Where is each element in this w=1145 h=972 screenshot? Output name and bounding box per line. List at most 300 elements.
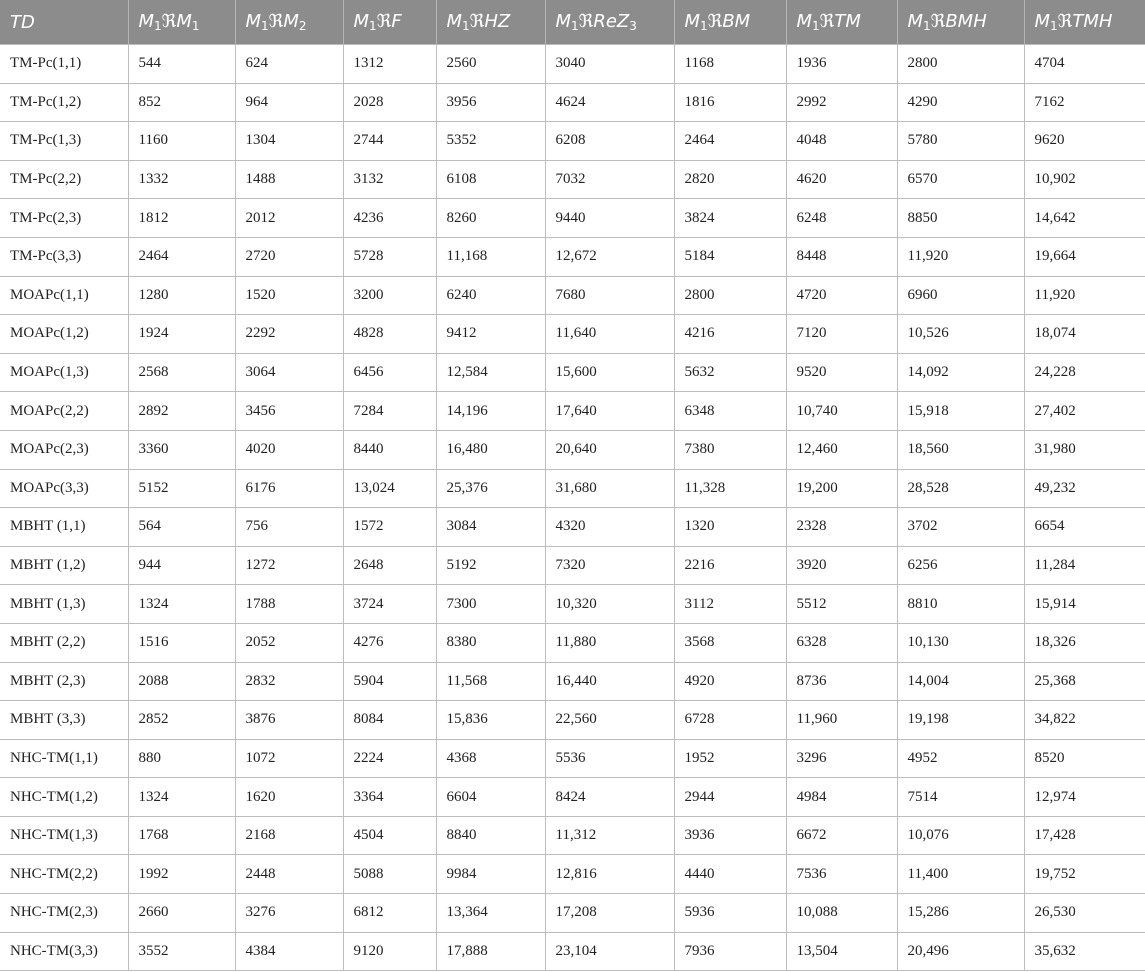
value-cell: 2892 [128, 392, 235, 431]
value-cell: 544 [128, 45, 235, 84]
header-part-sub2: 1 [191, 19, 200, 33]
value-cell: 1072 [235, 739, 343, 778]
value-cell: 6456 [343, 353, 436, 392]
value-cell: 4440 [674, 855, 786, 894]
header-col-1 [128, 0, 235, 45]
value-cell: 2028 [343, 83, 436, 122]
value-cell: 5904 [343, 662, 436, 701]
table-row [0, 508, 1145, 547]
value-cell: 19,200 [786, 469, 897, 508]
header-part-post: ℜF [376, 11, 402, 32]
row-label-cell: MBHT (3,3) [0, 701, 128, 740]
row-label-cell: TM-Pc(2,2) [0, 160, 128, 199]
header-part-sub: 1 [462, 19, 470, 33]
table-row [0, 199, 1145, 238]
value-cell: 14,642 [1024, 199, 1145, 238]
value-cell: 5184 [674, 237, 786, 276]
value-cell: 2216 [674, 546, 786, 585]
value-cell: 3956 [436, 83, 545, 122]
value-cell: 11,568 [436, 662, 545, 701]
value-cell: 8424 [545, 778, 674, 817]
value-cell: 3132 [343, 160, 436, 199]
value-cell: 11,328 [674, 469, 786, 508]
value-cell: 4320 [545, 508, 674, 547]
header-part-sub2: 3 [629, 19, 637, 33]
table-row [0, 122, 1145, 161]
value-cell: 27,402 [1024, 392, 1145, 431]
table-row [0, 45, 1145, 84]
value-cell: 11,168 [436, 237, 545, 276]
header-col-6 [674, 0, 786, 45]
row-label-cell: TM-Pc(1,3) [0, 122, 128, 161]
value-cell: 2832 [235, 662, 343, 701]
value-cell: 5780 [897, 122, 1024, 161]
value-cell: 2820 [674, 160, 786, 199]
value-cell: 8440 [343, 430, 436, 469]
value-cell: 7514 [897, 778, 1024, 817]
value-cell: 2648 [343, 546, 436, 585]
value-cell: 13,504 [786, 932, 897, 971]
value-cell: 2328 [786, 508, 897, 547]
row-label-cell: MOAPc(1,1) [0, 276, 128, 315]
value-cell: 11,960 [786, 701, 897, 740]
value-cell: 10,320 [545, 585, 674, 624]
header-part-sub2: 2 [298, 19, 307, 33]
value-cell: 12,460 [786, 430, 897, 469]
value-cell: 1332 [128, 160, 235, 199]
value-cell: 20,496 [897, 932, 1024, 971]
header-part-sub: 1 [571, 19, 579, 33]
value-cell: 2852 [128, 701, 235, 740]
value-cell: 8084 [343, 701, 436, 740]
value-cell: 1816 [674, 83, 786, 122]
value-cell: 7300 [436, 585, 545, 624]
row-label-cell: NHC-TM(1,2) [0, 778, 128, 817]
value-cell: 7320 [545, 546, 674, 585]
table-row [0, 430, 1145, 469]
value-cell: 6208 [545, 122, 674, 161]
value-cell: 10,526 [897, 315, 1024, 354]
value-cell: 49,232 [1024, 469, 1145, 508]
value-cell: 1992 [128, 855, 235, 894]
header-part-pre: M [353, 11, 370, 32]
header-part-pre: M [245, 11, 262, 32]
header-col-4 [436, 0, 545, 45]
value-cell: 7120 [786, 315, 897, 354]
value-cell: 9984 [436, 855, 545, 894]
row-label-cell: TM-Pc(3,3) [0, 237, 128, 276]
row-label-cell: TM-Pc(1,2) [0, 83, 128, 122]
value-cell: 2800 [897, 45, 1024, 84]
value-cell: 8840 [436, 816, 545, 855]
value-cell: 16,440 [545, 662, 674, 701]
table-row [0, 855, 1145, 894]
value-cell: 3876 [235, 701, 343, 740]
value-cell: 6256 [897, 546, 1024, 585]
value-cell: 35,632 [1024, 932, 1145, 971]
value-cell: 2568 [128, 353, 235, 392]
value-cell: 15,918 [897, 392, 1024, 431]
value-cell: 2464 [128, 237, 235, 276]
header-part-post: ℜM [161, 11, 192, 32]
value-cell: 2744 [343, 122, 436, 161]
row-label-cell: MBHT (2,2) [0, 623, 128, 662]
value-cell: 3552 [128, 932, 235, 971]
value-cell: 4704 [1024, 45, 1145, 84]
header-col-7 [786, 0, 897, 45]
header-col-5 [545, 0, 674, 45]
value-cell: 12,816 [545, 855, 674, 894]
value-cell: 9120 [343, 932, 436, 971]
value-cell: 4720 [786, 276, 897, 315]
value-cell: 24,228 [1024, 353, 1145, 392]
header-part-post: ℜTM [819, 11, 861, 32]
value-cell: 4920 [674, 662, 786, 701]
value-cell: 9440 [545, 199, 674, 238]
value-cell: 2052 [235, 623, 343, 662]
table-row [0, 662, 1145, 701]
value-cell: 15,914 [1024, 585, 1145, 624]
value-cell: 17,640 [545, 392, 674, 431]
value-cell: 3936 [674, 816, 786, 855]
row-label-cell: NHC-TM(2,3) [0, 894, 128, 933]
value-cell: 31,980 [1024, 430, 1145, 469]
value-cell: 6654 [1024, 508, 1145, 547]
value-cell: 15,286 [897, 894, 1024, 933]
value-cell: 11,312 [545, 816, 674, 855]
value-cell: 8850 [897, 199, 1024, 238]
value-cell: 1312 [343, 45, 436, 84]
value-cell: 4620 [786, 160, 897, 199]
value-cell: 564 [128, 508, 235, 547]
value-cell: 3296 [786, 739, 897, 778]
value-cell: 12,974 [1024, 778, 1145, 817]
value-cell: 6672 [786, 816, 897, 855]
value-cell: 5936 [674, 894, 786, 933]
row-label-cell: NHC-TM(1,3) [0, 816, 128, 855]
header-part-pre: M [684, 11, 701, 32]
value-cell: 11,640 [545, 315, 674, 354]
value-cell: 2088 [128, 662, 235, 701]
value-cell: 8260 [436, 199, 545, 238]
value-cell: 5536 [545, 739, 674, 778]
value-cell: 4020 [235, 430, 343, 469]
value-cell: 4048 [786, 122, 897, 161]
value-cell: 6328 [786, 623, 897, 662]
value-cell: 28,528 [897, 469, 1024, 508]
value-cell: 4952 [897, 739, 1024, 778]
value-cell: 11,400 [897, 855, 1024, 894]
value-cell: 11,880 [545, 623, 674, 662]
value-cell: 2168 [235, 816, 343, 855]
table-row [0, 894, 1145, 933]
value-cell: 16,480 [436, 430, 545, 469]
value-cell: 7284 [343, 392, 436, 431]
value-cell: 4828 [343, 315, 436, 354]
value-cell: 2292 [235, 315, 343, 354]
value-cell: 25,368 [1024, 662, 1145, 701]
value-cell: 5192 [436, 546, 545, 585]
value-cell: 1516 [128, 623, 235, 662]
value-cell: 1168 [674, 45, 786, 84]
value-cell: 10,130 [897, 623, 1024, 662]
value-cell: 1572 [343, 508, 436, 547]
header-part-sub: 1 [923, 19, 931, 33]
value-cell: 7936 [674, 932, 786, 971]
value-cell: 8736 [786, 662, 897, 701]
value-cell: 31,680 [545, 469, 674, 508]
header-part-sub: 1 [261, 19, 269, 33]
value-cell: 19,752 [1024, 855, 1145, 894]
value-cell: 15,836 [436, 701, 545, 740]
value-cell: 1160 [128, 122, 235, 161]
value-cell: 3276 [235, 894, 343, 933]
value-cell: 3064 [235, 353, 343, 392]
value-cell: 12,672 [545, 237, 674, 276]
value-cell: 3568 [674, 623, 786, 662]
header-part-sub: 1 [812, 19, 820, 33]
value-cell: 13,364 [436, 894, 545, 933]
value-cell: 4236 [343, 199, 436, 238]
value-cell: 1324 [128, 585, 235, 624]
value-cell: 6604 [436, 778, 545, 817]
value-cell: 2800 [674, 276, 786, 315]
value-cell: 3040 [545, 45, 674, 84]
header-col-9 [1024, 0, 1145, 45]
value-cell: 7032 [545, 160, 674, 199]
value-cell: 3200 [343, 276, 436, 315]
value-cell: 2012 [235, 199, 343, 238]
row-label-cell: NHC-TM(2,2) [0, 855, 128, 894]
table-row [0, 739, 1145, 778]
value-cell: 1788 [235, 585, 343, 624]
table-row [0, 83, 1145, 122]
value-cell: 6176 [235, 469, 343, 508]
value-cell: 3920 [786, 546, 897, 585]
header-part-pre: TD [10, 11, 35, 33]
value-cell: 944 [128, 546, 235, 585]
header-part-post: ℜTMH [1057, 11, 1113, 32]
value-cell: 4216 [674, 315, 786, 354]
value-cell: 26,530 [1024, 894, 1145, 933]
value-cell: 11,284 [1024, 546, 1145, 585]
header-part-pre: M [1034, 11, 1051, 32]
value-cell: 2992 [786, 83, 897, 122]
value-cell: 1952 [674, 739, 786, 778]
value-cell: 11,920 [1024, 276, 1145, 315]
value-cell: 11,920 [897, 237, 1024, 276]
value-cell: 8810 [897, 585, 1024, 624]
table-row [0, 623, 1145, 662]
value-cell: 13,024 [343, 469, 436, 508]
row-label-cell: MBHT (1,1) [0, 508, 128, 547]
value-cell: 3084 [436, 508, 545, 547]
value-cell: 8520 [1024, 739, 1145, 778]
header-part-post: ℜHZ [469, 11, 511, 32]
table-row [0, 932, 1145, 971]
value-cell: 10,740 [786, 392, 897, 431]
value-cell: 964 [235, 83, 343, 122]
value-cell: 12,584 [436, 353, 545, 392]
header-part-sub: 1 [154, 19, 162, 33]
value-cell: 23,104 [545, 932, 674, 971]
value-cell: 3702 [897, 508, 1024, 547]
value-cell: 18,074 [1024, 315, 1145, 354]
table-row [0, 392, 1145, 431]
header-col-2 [235, 0, 343, 45]
value-cell: 4368 [436, 739, 545, 778]
value-cell: 4984 [786, 778, 897, 817]
value-cell: 3364 [343, 778, 436, 817]
value-cell: 6248 [786, 199, 897, 238]
table-body [0, 45, 1145, 971]
value-cell: 20,640 [545, 430, 674, 469]
value-cell: 34,822 [1024, 701, 1145, 740]
table-row [0, 778, 1145, 817]
value-cell: 5088 [343, 855, 436, 894]
value-cell: 5352 [436, 122, 545, 161]
value-cell: 18,326 [1024, 623, 1145, 662]
value-cell: 1320 [674, 508, 786, 547]
header-part-pre: M [796, 11, 813, 32]
value-cell: 2224 [343, 739, 436, 778]
value-cell: 624 [235, 45, 343, 84]
value-cell: 17,888 [436, 932, 545, 971]
header-part-sub: 1 [700, 19, 708, 33]
header-part-pre: M [907, 11, 924, 32]
value-cell: 2944 [674, 778, 786, 817]
value-cell: 5512 [786, 585, 897, 624]
value-cell: 7162 [1024, 83, 1145, 122]
value-cell: 17,428 [1024, 816, 1145, 855]
value-cell: 6960 [897, 276, 1024, 315]
value-cell: 15,600 [545, 353, 674, 392]
value-cell: 1304 [235, 122, 343, 161]
value-cell: 18,560 [897, 430, 1024, 469]
value-cell: 4504 [343, 816, 436, 855]
value-cell: 4624 [545, 83, 674, 122]
value-cell: 5728 [343, 237, 436, 276]
value-cell: 9520 [786, 353, 897, 392]
row-label-cell: MBHT (1,2) [0, 546, 128, 585]
value-cell: 8380 [436, 623, 545, 662]
value-cell: 5152 [128, 469, 235, 508]
row-label-cell: MOAPc(2,2) [0, 392, 128, 431]
table-row [0, 315, 1145, 354]
value-cell: 14,196 [436, 392, 545, 431]
value-cell: 19,664 [1024, 237, 1145, 276]
table-header [0, 0, 1145, 45]
row-label-cell: MOAPc(2,3) [0, 430, 128, 469]
row-label-cell: MOAPc(1,3) [0, 353, 128, 392]
value-cell: 756 [235, 508, 343, 547]
value-cell: 1924 [128, 315, 235, 354]
header-part-sub: 1 [1050, 19, 1058, 33]
value-cell: 6348 [674, 392, 786, 431]
row-label-cell: MBHT (2,3) [0, 662, 128, 701]
value-cell: 4290 [897, 83, 1024, 122]
header-part-post: ℜBMH [930, 11, 987, 32]
header-part-pre: M [555, 11, 572, 32]
header-part-pre: M [138, 11, 155, 32]
value-cell: 3360 [128, 430, 235, 469]
value-cell: 7536 [786, 855, 897, 894]
value-cell: 19,198 [897, 701, 1024, 740]
value-cell: 2464 [674, 122, 786, 161]
table-row [0, 585, 1145, 624]
table-row [0, 701, 1145, 740]
value-cell: 7680 [545, 276, 674, 315]
value-cell: 3112 [674, 585, 786, 624]
table-row [0, 276, 1145, 315]
value-cell: 3724 [343, 585, 436, 624]
value-cell: 9620 [1024, 122, 1145, 161]
value-cell: 2660 [128, 894, 235, 933]
value-cell: 1936 [786, 45, 897, 84]
value-cell: 6108 [436, 160, 545, 199]
value-cell: 9412 [436, 315, 545, 354]
row-label-cell: TM-Pc(2,3) [0, 199, 128, 238]
value-cell: 14,092 [897, 353, 1024, 392]
value-cell: 1520 [235, 276, 343, 315]
value-cell: 2720 [235, 237, 343, 276]
row-label-cell: MOAPc(1,2) [0, 315, 128, 354]
value-cell: 10,076 [897, 816, 1024, 855]
value-cell: 880 [128, 739, 235, 778]
table-row [0, 237, 1145, 276]
value-cell: 1272 [235, 546, 343, 585]
value-cell: 4276 [343, 623, 436, 662]
table-row [0, 546, 1145, 585]
value-cell: 1280 [128, 276, 235, 315]
value-cell: 3824 [674, 199, 786, 238]
value-cell: 1812 [128, 199, 235, 238]
row-label-cell: TM-Pc(1,1) [0, 45, 128, 84]
value-cell: 10,902 [1024, 160, 1145, 199]
value-cell: 6570 [897, 160, 1024, 199]
value-cell: 1768 [128, 816, 235, 855]
table-row [0, 160, 1145, 199]
row-label-cell: MBHT (1,3) [0, 585, 128, 624]
header-col-3 [343, 0, 436, 45]
value-cell: 22,560 [545, 701, 674, 740]
table-row [0, 353, 1145, 392]
value-cell: 6240 [436, 276, 545, 315]
header-part-post: ℜBM [707, 11, 751, 32]
value-cell: 2448 [235, 855, 343, 894]
table-row [0, 816, 1145, 855]
row-label-cell: NHC-TM(3,3) [0, 932, 128, 971]
value-cell: 10,088 [786, 894, 897, 933]
table-row [0, 469, 1145, 508]
value-cell: 17,208 [545, 894, 674, 933]
header-col-8 [897, 0, 1024, 45]
value-cell: 1620 [235, 778, 343, 817]
value-cell: 2560 [436, 45, 545, 84]
value-cell: 852 [128, 83, 235, 122]
header-part-pre: M [446, 11, 463, 32]
value-cell: 14,004 [897, 662, 1024, 701]
value-cell: 6812 [343, 894, 436, 933]
value-cell: 1324 [128, 778, 235, 817]
value-cell: 1488 [235, 160, 343, 199]
value-cell: 25,376 [436, 469, 545, 508]
header-row [0, 0, 1145, 45]
header-part-post: ℜM [268, 11, 299, 32]
value-cell: 8448 [786, 237, 897, 276]
row-label-cell: NHC-TM(1,1) [0, 739, 128, 778]
value-cell: 4384 [235, 932, 343, 971]
